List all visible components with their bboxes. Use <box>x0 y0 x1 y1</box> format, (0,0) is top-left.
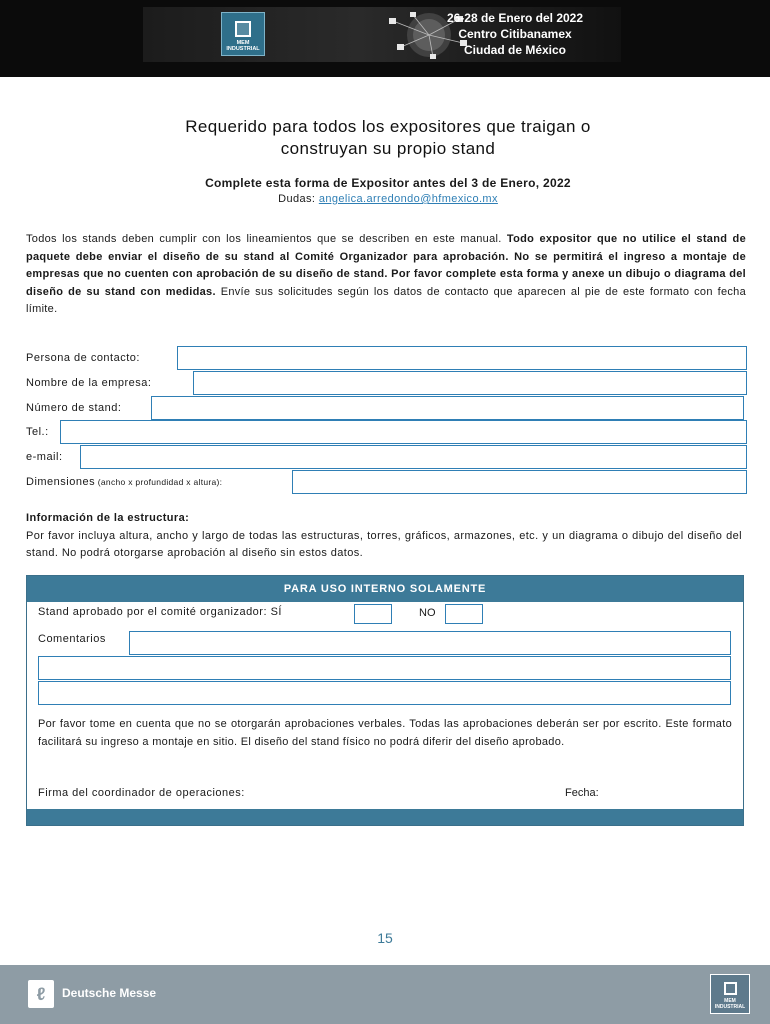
approved-no-label: NO <box>419 607 436 619</box>
page-number: 15 <box>377 930 393 946</box>
tel-label: Tel.: <box>26 426 49 438</box>
structure-heading: Información de la estructura: <box>26 512 190 524</box>
company-name-row <box>26 371 746 395</box>
date-label: Fecha: <box>565 787 599 799</box>
event-info <box>425 10 605 58</box>
event-city: Ciudad de México <box>463 43 567 57</box>
organizer-name: Deutsche Messe <box>62 986 157 1000</box>
deadline-subtitle: Complete esta forma de Expositor antes del 3 de Enero, 2022 <box>205 176 571 190</box>
comments-label: Comentarios <box>38 633 106 645</box>
footer-mem-industrial-logo: MEM INDUSTRIAL <box>710 974 750 1014</box>
dimensions-input[interactable] <box>292 470 747 494</box>
internal-use-panel <box>26 575 744 826</box>
email-row <box>26 445 746 469</box>
footer <box>0 965 770 1024</box>
email-input[interactable] <box>80 445 747 469</box>
comments-input-2[interactable] <box>38 656 731 680</box>
structure-body: Por favor incluya altura, ancho y largo de todas las estructuras, torres, gráficos, armazones, etc. y un diagrama o dibujo del diseño del stand. No podrá otorgarse aprobación al diseño sin estos datos. <box>26 530 742 559</box>
stand-number-row <box>26 396 746 420</box>
approved-label: Stand aprobado por el comité organizador: SÍ <box>38 606 282 618</box>
approved-yes-checkbox[interactable] <box>354 604 392 624</box>
contact-person-row <box>26 346 746 370</box>
cube-icon <box>235 21 251 37</box>
dimensions-hint: (ancho x profundidad x altura): <box>95 477 223 487</box>
mem-industrial-logo: MEM INDUSTRIAL <box>221 12 265 56</box>
stand-number-label: Número de stand: <box>26 402 122 414</box>
event-dates: 26-28 de Enero del 2022 <box>446 11 584 25</box>
comments-input-3[interactable] <box>38 681 731 705</box>
stand-number-input[interactable] <box>151 396 744 420</box>
doubts-label: Dudas: <box>278 193 319 205</box>
approval-note: Por favor tome en cuenta que no se otorgarán aprobaciones verbales. Todas las aprobaciones deberán ser por escrito. Este formato facilitará su ingreso a montaje en sitio. El diseño del stand físico no podrá diferir del diseño aprobado. <box>38 718 732 748</box>
dimensions-row <box>26 470 746 494</box>
intro-paragraph: Todos los stands deben cumplir con los lineamientos que se describen en este manual. Todo expositor que no utilice el stand de paquete debe enviar el diseño de su stand al Comité Organizador para aprobación. No se permitirá el ingreso a montaje de empresas que no cuenten con aprobación de su diseño de stand. Por favor complete esta forma y anexe un dibujo o diagrama del diseño de su stand con medidas. Envíe sus solicitudes según los datos de contacto que aparecen al pie de este formato con fecha límite. <box>26 233 747 315</box>
contact-email-link[interactable]: angelica.arredondo@hfmexico.mx <box>318 193 498 205</box>
company-name-label: Nombre de la empresa: <box>26 377 152 389</box>
event-venue: Centro Citibanamex <box>458 27 572 41</box>
contact-person-input[interactable] <box>177 346 747 370</box>
email-label: e-mail: <box>26 451 63 463</box>
event-banner <box>143 7 621 62</box>
header <box>0 0 770 77</box>
company-name-input[interactable] <box>193 371 747 395</box>
approved-no-checkbox[interactable] <box>445 604 483 624</box>
deutsche-messe-logo-icon: ℓ <box>28 980 54 1008</box>
footer-cube-icon <box>724 982 737 995</box>
tel-row <box>26 420 746 444</box>
signature-label: Firma del coordinador de operaciones: <box>38 787 245 799</box>
contact-line <box>100 193 676 205</box>
page-title: Requerido para todos los expositores que traigan o construyan su propio stand <box>185 117 591 158</box>
internal-use-heading: PARA USO INTERNO SOLAMENTE <box>27 576 743 602</box>
dimensions-label: Dimensiones (ancho x profundidad x altura): <box>26 476 223 488</box>
internal-use-footer-bar <box>27 809 743 825</box>
tel-input[interactable] <box>60 420 747 444</box>
comments-input-1[interactable] <box>129 631 731 655</box>
contact-person-label: Persona de contacto: <box>26 352 140 364</box>
